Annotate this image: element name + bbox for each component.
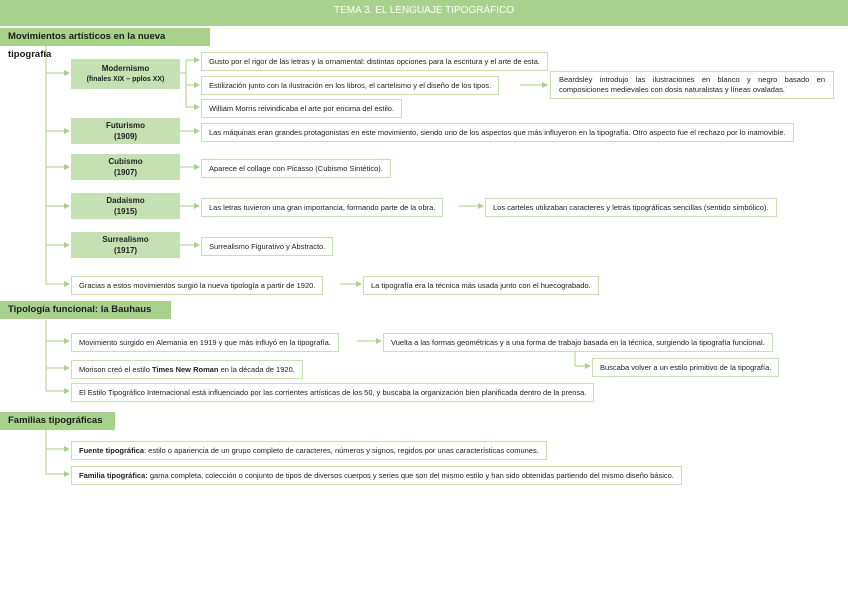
category-name: Cubismo bbox=[108, 157, 143, 166]
section-bauhaus bbox=[0, 301, 171, 319]
definition: : estilo o apariencia de un grupo completo de caracteres, números y signos, regidos por unas características comunes. bbox=[144, 446, 539, 455]
category-date: (1915) bbox=[113, 207, 138, 216]
section-movimientos bbox=[0, 28, 210, 60]
surrealismo-item bbox=[201, 237, 333, 256]
modernismo-item-2 bbox=[201, 76, 499, 95]
item-text: Gracias a estos movimientos surgió la nueva tipología a partir de 1920. bbox=[79, 281, 316, 290]
bauhaus-item-3 bbox=[71, 383, 594, 402]
item-text: Las letras tuvieron una gran importancia, formando parte de la obra. bbox=[209, 203, 436, 212]
modernismo-item-3 bbox=[201, 99, 402, 118]
section-familias bbox=[0, 412, 115, 430]
familias-item-familia bbox=[71, 466, 682, 485]
section-title: Familias tipográficas bbox=[8, 415, 103, 426]
item-text: Movimiento surgido en Alemania en 1919 y que más influyó en la tipografía. bbox=[79, 338, 331, 347]
category-modernismo bbox=[71, 59, 180, 89]
item-text: Las máquinas eran grandes protagonistas en este movimiento, siendo uno de los aspectos que más influyeron en la tipografía. Otro aspecto fue el rechazo por lo inamovible. bbox=[209, 128, 786, 137]
category-name: Dadaismo bbox=[106, 196, 145, 205]
futurismo-item bbox=[201, 123, 794, 142]
item-text: Aparece el collage con Picasso (Cubismo Sintético). bbox=[209, 164, 383, 173]
cubismo-item bbox=[201, 159, 391, 178]
term: Familia tipográfica: bbox=[79, 471, 148, 480]
item-text: Beardsley introdujo las ilustraciones en blanco y negro basado en composiciones medievales con dosis naturalistas y líneas ovaladas. bbox=[559, 75, 825, 94]
bauhaus-item-morison bbox=[71, 360, 303, 379]
category-date: (1907) bbox=[113, 168, 138, 177]
item-text: Surrealismo Figurativo y Abstracto. bbox=[209, 242, 326, 251]
category-name: Futurismo bbox=[105, 121, 146, 130]
gracias-item bbox=[71, 276, 323, 295]
category-surrealismo bbox=[71, 232, 180, 258]
familias-item-fuente bbox=[71, 441, 547, 460]
item-text: Buscaba volver a un estilo primitivo de la tipografía. bbox=[600, 363, 772, 372]
font-name: Times New Roman bbox=[151, 365, 219, 374]
item-text: La tipografía era la técnica más usada junto con el huecograbado. bbox=[371, 281, 591, 290]
bauhaus-followup-2 bbox=[592, 358, 779, 377]
item-text: Morison creó el estilo bbox=[79, 365, 152, 374]
category-futurismo bbox=[71, 118, 180, 144]
category-name: Surrealismo bbox=[102, 235, 149, 244]
beardsley-note bbox=[550, 71, 834, 99]
category-cubismo bbox=[71, 154, 180, 180]
category-date: (finales XIX – pplos XX) bbox=[86, 76, 165, 83]
category-dadaismo bbox=[71, 193, 180, 219]
category-name: Modernismo bbox=[101, 64, 150, 73]
section-title: Tipología funcional: la Bauhaus bbox=[8, 304, 152, 315]
term: Fuente tipográfica bbox=[79, 446, 145, 455]
bauhaus-item-1 bbox=[71, 333, 339, 352]
category-date: (1917) bbox=[113, 246, 138, 255]
gracias-followup bbox=[363, 276, 599, 295]
item-text: en la década de 1920. bbox=[218, 365, 295, 374]
dadaismo-followup bbox=[485, 198, 777, 217]
bauhaus-followup-1 bbox=[383, 333, 773, 352]
item-text: Estilización junto con la ilustración en los libros, el cartelismo y el diseño de los tipos. bbox=[209, 81, 492, 90]
category-date: (1909) bbox=[113, 132, 138, 141]
item-text: El Estilo Tipográfico Internacional está influenciado por las corrientes artísticas de los 50, y buscaba la organización bien planificada dentro de la prensa. bbox=[79, 388, 587, 397]
item-text: William Morris reivindicaba el arte por encima del estilo. bbox=[209, 104, 395, 113]
section-title: Movimientos artísticos en la nueva tipografía bbox=[8, 31, 166, 60]
dadaismo-item bbox=[201, 198, 443, 217]
modernismo-item-1 bbox=[201, 52, 548, 71]
document-title: TEMA 3. EL LENGUAJE TIPOGRÁFICO bbox=[333, 5, 515, 16]
item-text: Gusto por el rigor de las letras y la ornamental: distintas opciones para la escritura y el arte de esta. bbox=[209, 57, 540, 66]
item-text: Los carteles utilizaban caracteres y letras tipográficas sencillas (sentido simbólico). bbox=[493, 203, 769, 212]
definition: gama completa, colección o conjunto de tipos de diversos cuerpos y series que son del mismo estilo y han sido obtenidas partiendo del mismo diseño básico. bbox=[147, 471, 674, 480]
item-text: Vuelta a las formas geométricas y a una forma de trabajo basada en la técnica, surgiendo la tipografía funcional. bbox=[391, 338, 765, 347]
